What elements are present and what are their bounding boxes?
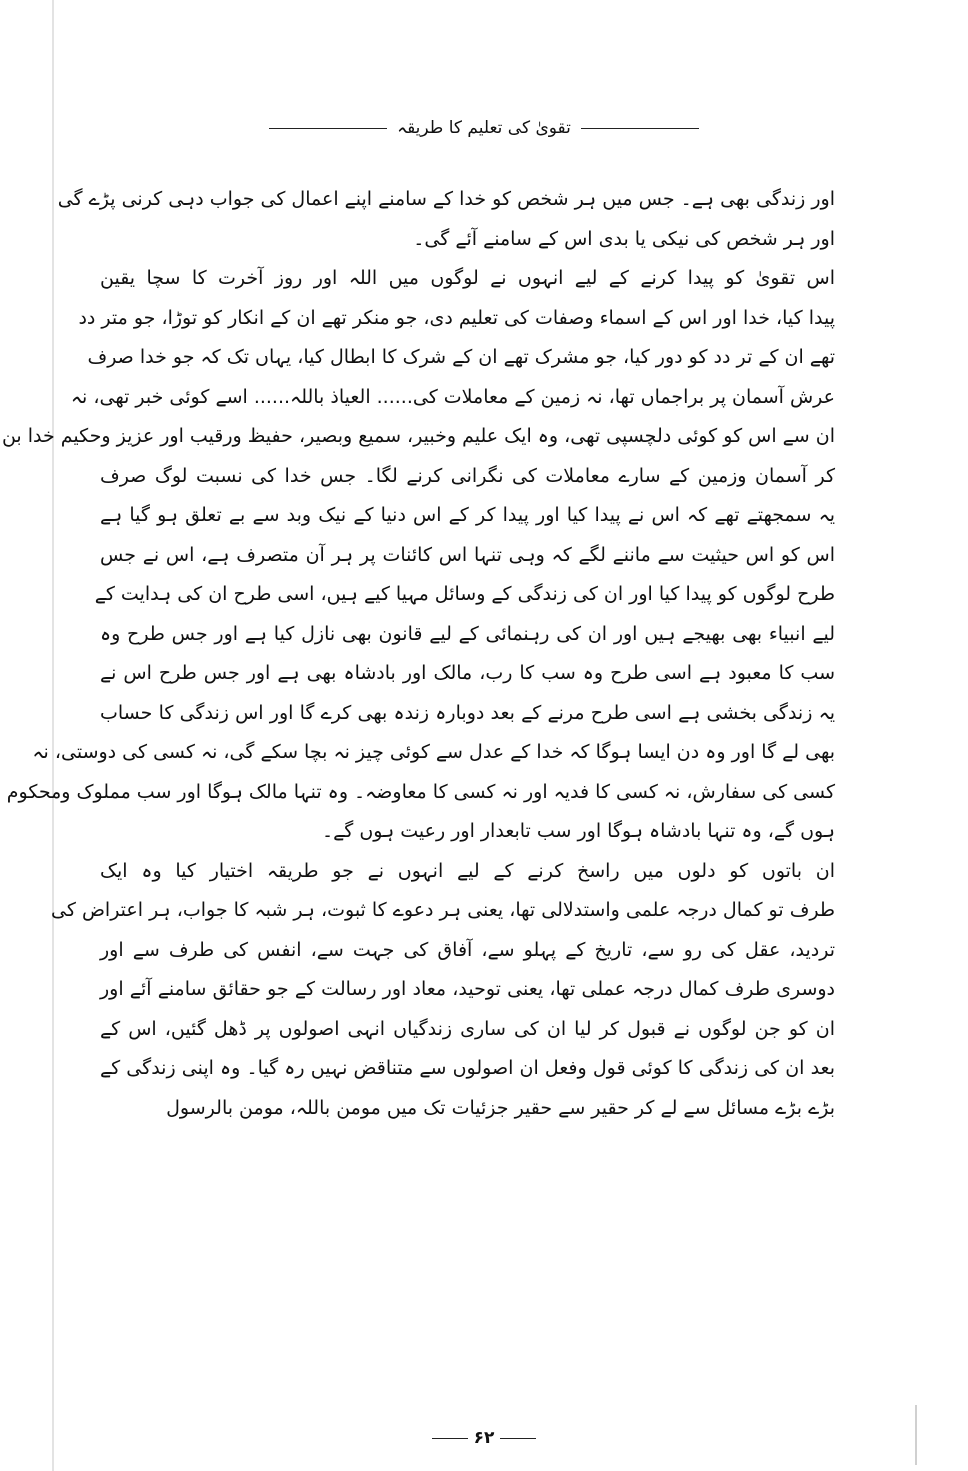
- page-number: ۶۲: [473, 1428, 495, 1448]
- text-line: تردید، عقل کی رو سے، تاریخ کے پہلو سے، آفاق کی جہت سے، انفس کی طرف سے اور: [100, 938, 835, 961]
- paragraph: [1, 259, 836, 852]
- text-line: ان سے اس کو کوئی دلچسپی تھی، وہ ایک علیم وخبیر، سمیع وبصیر، حفیظ ورقیب اور عزیز وحکیم خدا بن: [1, 425, 835, 447]
- text-line: لیے انبیاء بھی بھیجے ہیں اور ان کی رہنمائی کے لیے قانون بھی نازل کیا ہے اور جس طرح وہ: [100, 622, 835, 645]
- footer-rule-left: [500, 1438, 536, 1439]
- text-line: ان کو جن لوگوں نے قبول کر لیا ان کی ساری زندگیاں انہی اصولوں پر ڈھل گئیں، اس کے: [100, 1017, 835, 1040]
- text-line: طرح لوگوں کو پیدا کیا اور ان کی زندگی کے وسائل مہیا کیے ہیں، اسی طرح ان کی ہدایت کے: [94, 583, 835, 605]
- header-rule-right: [269, 128, 387, 129]
- text-line: سب کا معبود ہے اسی طرح وہ سب کا رب، مالک اور بادشاہ بھی ہے اور جس طرح اس نے: [100, 662, 835, 684]
- text-line: پیدا کیا، خدا اور اس کے اسماء وصفات کی تعلیم دی، جو منکر تھے ان کے انکار کو توڑا، جو متر دد: [78, 306, 835, 329]
- text-line: کسی کی سفارش، نہ کسی کا فدیہ اور نہ کسی کا معاوضہ۔ وہ تنہا مالک ہوگا اور سب مملوک ومحکوم: [6, 780, 835, 803]
- text-line: طرف تو کمال درجہ علمی واستدلالی تھا، یعنی ہر دعوے کا ثبوت، ہر شبہ کا جواب، ہر اعتراض کی: [51, 899, 835, 921]
- text-line: ان باتوں کو دلوں میں راسخ کرنے کے لیے انہوں نے جو طریقہ اختیار کیا وہ ایک: [100, 859, 835, 882]
- text-line: بڑے بڑے مسائل سے لے کر حقیر سے حقیر جزئیات تک میں مومن باللہ، مومن بالرسول: [166, 1096, 835, 1119]
- text-line: یہ سمجھتے تھے کہ اس نے پیدا کیا اور پیدا کر کے اس دنیا کے نیک وبد سے بے تعلق ہو گیا ہے: [100, 504, 836, 526]
- text-line: دوسری طرف کمال درجہ عملی تھا، یعنی توحید، معاد اور رسالت کے جو حقائق سامنے آئے اور: [100, 978, 835, 1000]
- text-line: تھے ان کے تر دد کو دور کیا، جو مشرک تھے ان کے شرک کا ابطال کیا، یہاں تک کہ جو خدا صرف: [87, 346, 835, 368]
- running-header: [0, 116, 968, 140]
- header-rule-left: [581, 128, 699, 129]
- page-footer: [0, 1426, 968, 1450]
- paragraph: [51, 852, 835, 1129]
- text-line: بھی لے گا اور وہ دن ایسا ہوگا کہ خدا کے عدل سے کوئی چیز نہ بچا سکے گی، نہ کسی کی دوستی، نہ: [32, 741, 835, 763]
- text-line: کر آسمان وزمین کے سارے معاملات کی نگرانی کرنے لگا۔ جس خدا کی نسبت لوگ صرف: [100, 464, 835, 487]
- text-line: یہ زندگی بخشی ہے اسی طرح مرنے کے بعد دوبارہ زندہ بھی کرے گا اور اس زندگی کا حساب: [100, 701, 835, 724]
- text-line: بعد ان کی زندگی کا کوئی قول وفعل ان اصولوں سے متناقض نہیں رہ گیا۔ وہ اپنی زندگی کے: [100, 1057, 835, 1079]
- text-line: عرش آسمان پر براجماں تھا، نہ زمین کے معاملات کی...... العیاذ باللہ...... اسے کوئی خبر تھی، نہ: [70, 385, 835, 408]
- body-text: [1, 180, 836, 1128]
- footer-rule-right: [432, 1438, 468, 1439]
- text-line: اور ہر شخص کی نیکی یا بدی اس کے سامنے آئے گی۔: [413, 227, 835, 250]
- text-line: اس کو اس حیثیت سے ماننے لگے کہ وہی تنہا اس کائنات پر ہر آن متصرف ہے، اس نے جس: [100, 543, 835, 566]
- paragraph: [57, 180, 835, 259]
- page-title: تقویٰ کی تعلیم کا طریقہ: [397, 118, 571, 138]
- text-line: اس تقویٰ کو پیدا کرنے کے لیے انہوں نے لوگوں میں اللہ اور روز آخرت کا سچا یقین: [100, 267, 835, 289]
- text-line: ہوں گے، وہ تنہا بادشاہ ہوگا اور سب تابعدار اور رعیت ہوں گے۔: [321, 820, 835, 842]
- text-line: اور زندگی بھی ہے۔ جس میں ہر شخص کو خدا کے سامنے اپنے اعمال کی جواب دہی کرنی پڑے گی: [57, 188, 835, 210]
